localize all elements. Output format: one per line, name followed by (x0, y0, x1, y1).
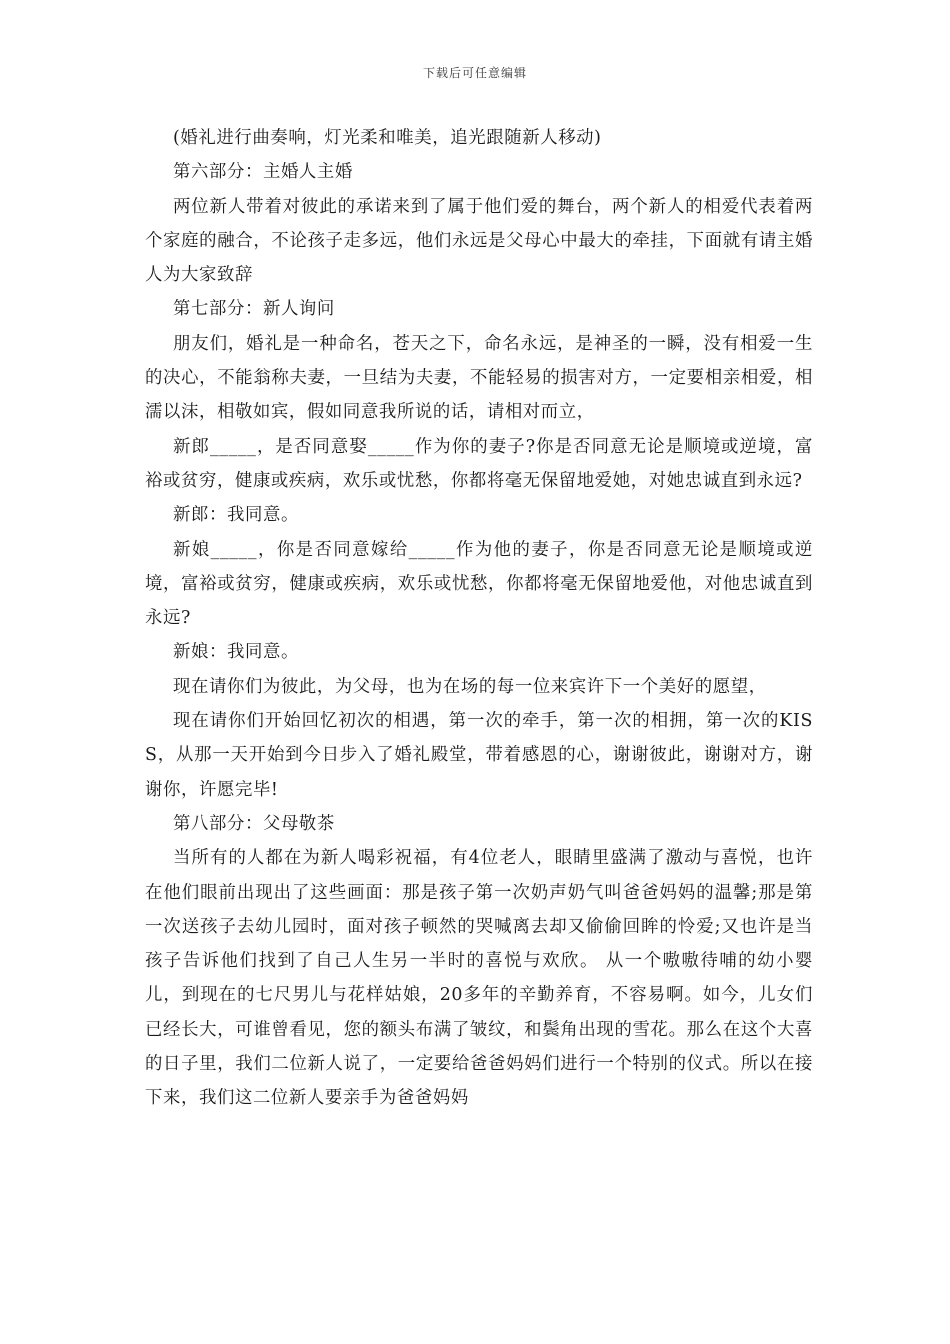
paragraph-groom-vow: 新郎_____，是否同意娶_____作为你的妻子?你是否同意无论是顺境或逆境，富裕或贫穷，健康或疾病，欢乐或忧愁，你都将毫无保留地爱她，对她忠诚直到永远? (145, 436, 813, 491)
paragraph-friends: 朋友们，婚礼是一种命名，苍天之下，命名永远，是神圣的一瞬，没有相爱一生的决心，不能翁称夫妻，一旦结为夫妻，不能轻易的损害对方，一定要相亲相爱，相濡以沫，相敬如宾，假如同意我所说的话，请相对而立， (145, 333, 813, 423)
paragraph-bride-answer: 新娘：我同意。 (173, 642, 299, 663)
paragraph-groom-answer: 新郎：我同意。 (173, 505, 299, 526)
paragraph-officiant-intro: 两位新人带着对彼此的承诺来到了属于他们爱的舞台，两个新人的相爱代表着两个家庭的融合，不论孩子走多远，他们永远是父母心中最大的牵挂，下面就有请主婚人为大家致辞 (145, 196, 813, 286)
page-header: 下载后可任意编辑 (422, 66, 527, 80)
paragraph-wish: 现在请你们为彼此，为父母，也为在场的每一位来宾许下一个美好的愿望， (173, 676, 767, 697)
section-heading-part-eight: 第八部分：父母敬茶 (173, 813, 335, 834)
section-heading-part-six: 第六部分：主婚人主婚 (173, 162, 353, 183)
paragraph-bride-vow: 新娘_____，你是否同意嫁给_____作为他的妻子，你是否同意无论是顺境或逆境，富裕或贫穷，健康或疾病，欢乐或忧愁，你都将毫无保留地爱他，对他忠诚直到永远? (145, 539, 813, 629)
paragraph-stage-direction: (婚礼进行曲奏响，灯光柔和唯美，追光跟随新人移动) (173, 128, 602, 148)
paragraph-memories: 现在请你们开始回忆初次的相遇，第一次的牵手，第一次的相拥，第一次的KISS，从那一天开始到今日步入了婚礼殿堂，带着感恩的心，谢谢彼此，谢谢对方，谢谢你，许愿完毕! (145, 711, 813, 800)
section-heading-part-seven: 第七部分：新人询问 (173, 299, 335, 320)
document-body (145, 121, 813, 1116)
paragraph-parents-tea: 当所有的人都在为新人喝彩祝福，有4位老人，眼睛里盛满了激动与喜悦，也许在他们眼前出现出了这些画面：那是孩子第一次奶声奶气叫爸爸妈妈的温馨;那是第一次送孩子去幼儿园时，面对孩子顿然的哭喊离去却又偷偷回眸的怜爱;又也许是当孩子告诉他们找到了自己人生另一半时的喜悦与欢欣。 从一个嗷嗷待哺的幼小婴儿，到现在的七尺男儿与花样姑娘，20多年的辛勤养育，不容易啊。如今，儿女们已经长大，可谁曾看见，您的额头布满了皱纹，和鬓角出现的雪花。那么在这个大喜的日子里，我们二位新人说了，一定要给爸爸妈妈们进行一个特别的仪式。所以在接下来，我们这二位新人要亲手为爸爸妈妈 (145, 848, 813, 1109)
